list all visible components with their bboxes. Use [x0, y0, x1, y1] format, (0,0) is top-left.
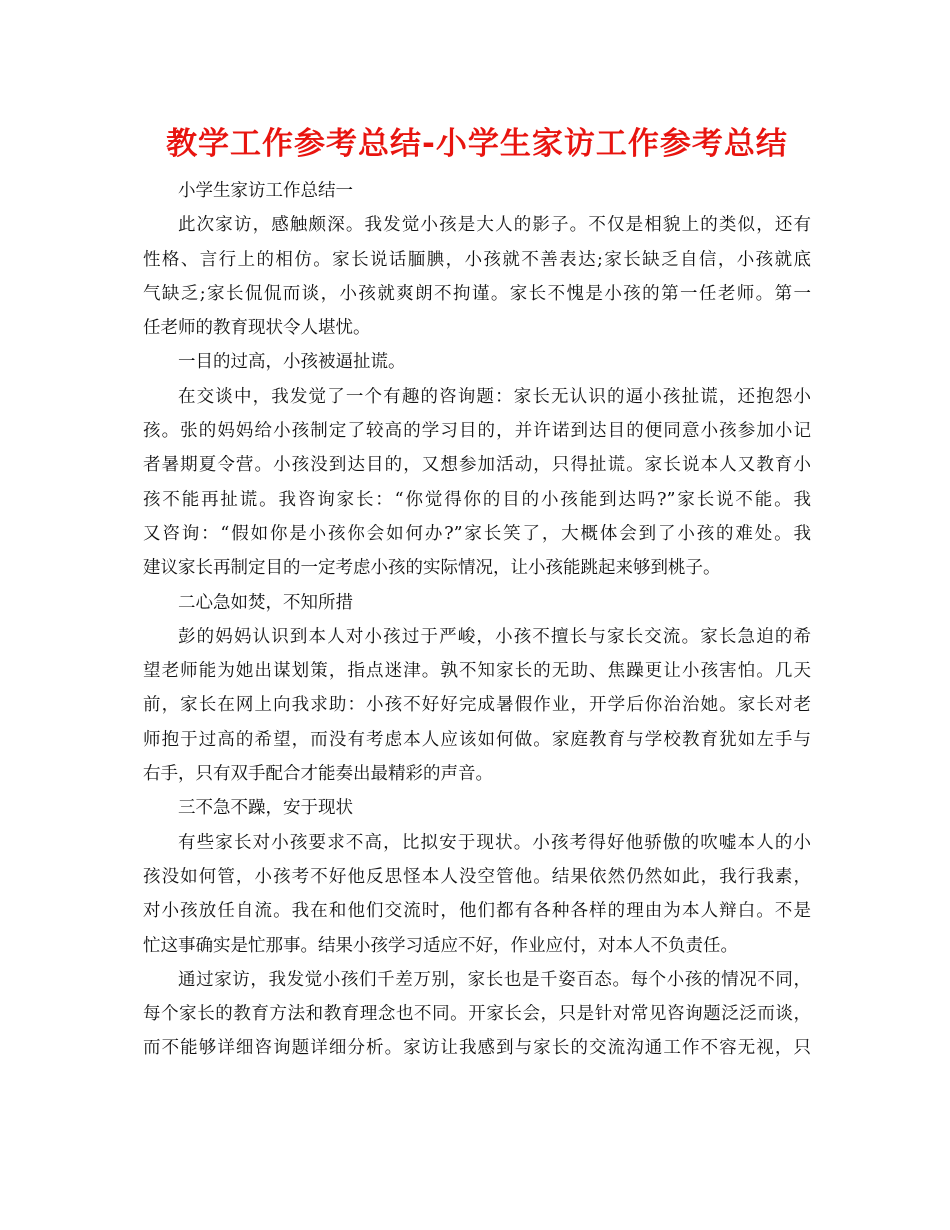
- paragraph: [143, 826, 811, 963]
- document-subtitle: 小学生家访工作总结一: [178, 181, 353, 201]
- paragraph-line: 又咨询：“假如你是小孩你会如何办?”家长笑了，大概体会到了小孩的难处。我: [143, 523, 811, 544]
- paragraph-line: 在交谈中，我发觉了一个有趣的咨询题：家长无认识的逼小孩扯谎，还抱怨小: [178, 386, 811, 407]
- section-heading: 三不急不躁，安于现状: [178, 798, 353, 819]
- paragraph-line: 彭的妈妈认识到本人对小孩过于严峻，小孩不擅长与家长交流。家长急迫的希: [178, 626, 811, 647]
- paragraph-line: 此次家访，感触颇深。我发觉小孩是大人的影子。不仅是相貌上的类似，还有: [178, 215, 811, 236]
- paragraph-line: 建议家长再制定目的一定考虑小孩的实际情况，让小孩能跳起来够到桃子。: [143, 558, 721, 579]
- paragraph-line: 通过家访，我发觉小孩们千差万别，家长也是千姿百态。每个小孩的情况不同，: [178, 969, 811, 990]
- paragraph-line: 孩。张的妈妈给小孩制定了较高的学习目的，并许诺到达目的便同意小孩参加小记: [143, 421, 811, 442]
- paragraph-line: 每个家长的教育方法和教育理念也不同。开家长会，只是针对常见咨询题泛泛而谈，: [143, 1004, 811, 1025]
- paragraph-line: 前，家长在网上向我求助：小孩不好好完成暑假作业，开学后你治治她。家长对老: [143, 695, 811, 716]
- paragraph-line: 气缺乏;家长侃侃而谈，小孩就爽朗不拘谨。家长不愧是小孩的第一任老师。第一: [143, 283, 811, 304]
- document-body: [143, 208, 811, 1065]
- paragraph-line: 对小孩放任自流。我在和他们交流时，他们都有各种各样的理由为本人辩白。不是: [143, 901, 811, 922]
- document-title: 教学工作参考总结-小学生家访工作参考总结: [166, 126, 788, 162]
- paragraph-line: 右手，只有双手配合才能奏出最精彩的声音。: [143, 764, 493, 785]
- paragraph-line: 师抱于过高的希望，而没有考虑本人应该如何做。家庭教育与学校教育犹如左手与: [143, 729, 811, 750]
- paragraph-line: 性格、言行上的相仿。家长说话腼腆，小孩就不善表达;家长缺乏自信，小孩就底: [143, 249, 811, 270]
- paragraph-line: 任老师的教育现状令人堪忧。: [143, 318, 371, 339]
- document-page: [143, 120, 811, 1066]
- paragraph: [143, 963, 811, 1066]
- paragraph-line: 忙这事确实是忙那事。结果小孩学习适应不好，作业应付，对本人不负责任。: [143, 935, 738, 956]
- paragraph-line: 而不能够详细咨询题详细分析。家访让我感到与家长的交流沟通工作不容无视，只: [143, 1038, 811, 1059]
- paragraph: [143, 620, 811, 791]
- paragraph-line: 者暑期夏令营。小孩没到达目的，又想参加活动，只得扯谎。家长说本人又教育小: [143, 455, 811, 476]
- paragraph: [143, 380, 811, 586]
- section-heading: 一目的过高，小孩被逼扯谎。: [178, 352, 406, 373]
- paragraph: [143, 208, 811, 345]
- section-heading: 二心急如焚，不知所措: [178, 592, 353, 613]
- paragraph-line: 有些家长对小孩要求不高，比拟安于现状。小孩考得好他骄傲的吹嘘本人的小: [178, 832, 811, 853]
- paragraph-line: 孩没如何管，小孩考不好他反思怪本人没空管他。结果依然仍然如此，我行我素，: [143, 866, 811, 887]
- paragraph-line: 望老师能为她出谋划策，指点迷津。孰不知家长的无助、焦躁更让小孩害怕。几天: [143, 661, 811, 682]
- paragraph-line: 孩不能再扯谎。我咨询家长：“你觉得你的目的小孩能到达吗?”家长说不能。我: [143, 489, 811, 510]
